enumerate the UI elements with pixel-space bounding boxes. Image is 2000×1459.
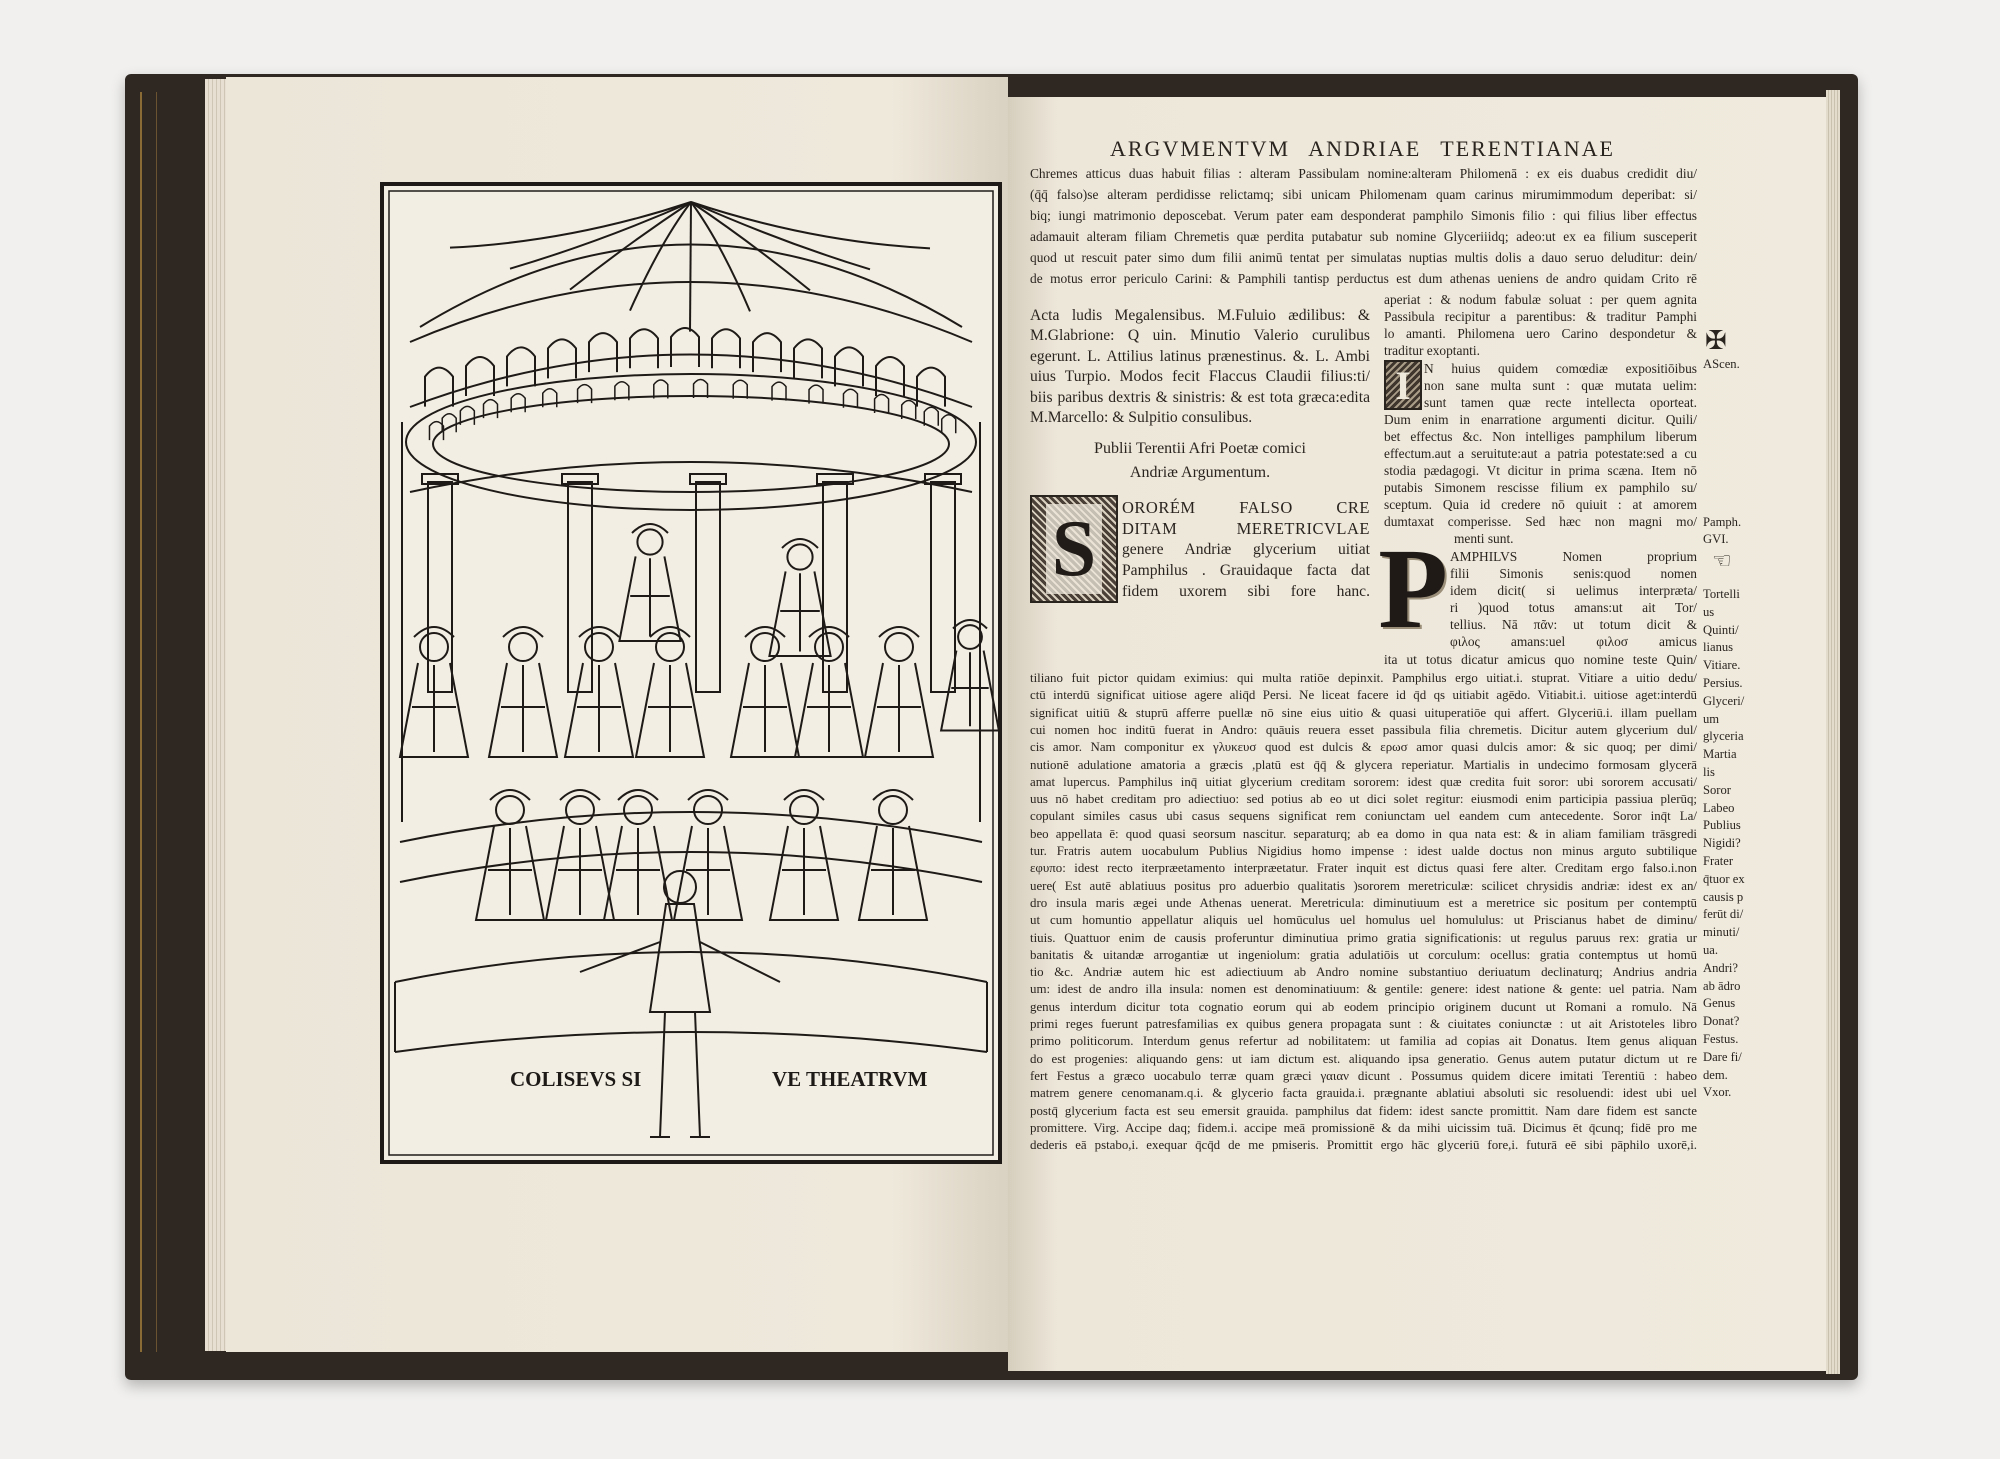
- text-line: Tortelli: [1703, 587, 1740, 601]
- text-line: uius Turpio. Modos fecit Flaccus Claudii filius:ti/: [1030, 368, 1370, 386]
- text-line: Soror: [1703, 782, 1731, 797]
- text-line: ua.: [1703, 943, 1719, 957]
- margin-note: Pamph.: [1703, 515, 1742, 529]
- text-line: traditur exoptanti.: [1384, 343, 1480, 358]
- text-line: lis: [1703, 765, 1715, 779]
- text-line: primi reges fuerunt patresfamilias ex quibus genera propagata sunt : & ciuitates coniunctæ : ut ait Aristoteles libro: [1030, 1017, 1697, 1031]
- text-line: Glyceri/: [1703, 693, 1745, 708]
- text-line: εφυπο: idest recto iterpræetamento interpræetatur. Frater inquit est dictus quasi fere alter. Creditam ergo falso.i.non: [1030, 861, 1697, 876]
- text-line: um: idest de andro illa insula: nomen est denominatiuum: & gentile: genere: idest natione & gente: uel patria. Nam: [1030, 982, 1697, 997]
- text-line: uus nō habet creditam pro adiectiuo: sed potius ab eo ut dici solet regitur: eiusmodi enim participia passiua plerūq;: [1030, 792, 1697, 807]
- text-line: tur. Fratris autem uocabulum Publius Nigidius homo impense : idest ualde doctus non minus arguto subtilique: [1030, 844, 1697, 858]
- text-line: cui nomen hoc inditū fuerat in Andro: quāuis reuera esset passibula filia chremetis. Dicitur autem glycerium dul/: [1030, 722, 1697, 737]
- text-line: primo politicorum. Interdum genus refertur ad nobilitatem: ut familia ad copias ait Donatus. Item genus aliquan: [1030, 1034, 1697, 1049]
- text-line: Frater: [1703, 854, 1734, 868]
- text-line: idem dicit( si uelimus interpræta/: [1450, 583, 1697, 598]
- text-line: DITAM MERETRICVLAE: [1122, 519, 1370, 538]
- margin-note-scene: AScen.: [1703, 357, 1740, 371]
- text-line: ab ādro: [1703, 978, 1741, 993]
- text-line: Martia: [1703, 747, 1737, 762]
- text-line: ita ut totus dicatur amicus quo nomine teste Quin/: [1384, 652, 1697, 667]
- text-line: postq̄ glycerium facta est seu emersit grauida. pamphilus dat fidem: idest sancte promittit. Nam dare fidem est sancte: [1030, 1103, 1697, 1118]
- text-line: (q̄q̄ falso)se alteram perdidisse relictamq; sibi unicam Philomenam quam carinus mirumimmodum deperibat: si/: [1030, 187, 1697, 202]
- text-line: do est progenies: aliquando gens: ut iam dictum est. aliquando ipsa generatio. Genus autem putatur dictum ut re: [1030, 1051, 1697, 1066]
- text-line: genus interdum dicitur tota cognatio eorum qui ab eodem principio originem ducunt ut Romani a romulo. Nā: [1030, 999, 1697, 1014]
- production-notice: [1030, 306, 1370, 431]
- dome-rib: [690, 202, 691, 332]
- text-line: dem.: [1703, 1067, 1728, 1082]
- pointing-hand-icon: ☜: [1712, 549, 1732, 574]
- text-line: beo appellata ē: quod quasi seorsum nascitur. separaturq; ab ea domo in qua nata est: & in aliam familiam trāsgredi: [1030, 826, 1697, 841]
- text-line: φιλος amans:uel φιλοσ amicus: [1450, 634, 1697, 649]
- text-line: biis paribus dextris & sinistris: & est tota græca:edita: [1030, 388, 1370, 406]
- maltese-cross-icon: ✠: [1705, 326, 1727, 355]
- initial-letter: S: [1046, 504, 1103, 594]
- text-line: Vitiare.: [1703, 658, 1741, 673]
- text-line: copulant similes casus ubi casus sequens significat rem coniunctam uel eandem cum antecedente. Soror inq̄t La/: [1030, 809, 1697, 824]
- text-line: Labeo: [1703, 800, 1735, 815]
- text-line: egerunt. L. Attilius latinus prænestinus. &. L. Ambi: [1030, 347, 1370, 365]
- text-line: dumtaxat comperisse. Sed hæc non magni mo/: [1384, 514, 1697, 529]
- cover-gilt-border: [140, 92, 157, 1352]
- text-line: Genus: [1703, 996, 1736, 1011]
- text-line: sceptum. Quia id credere nō quiuit : at amorem: [1384, 497, 1697, 512]
- text-line: Dum enim in enarratione argumenti dicitur. Quili/: [1384, 412, 1697, 427]
- text-line: putabis Simonem rescisse filium ex pamphilo su/: [1384, 480, 1697, 495]
- text-line: banitatis & uitandæ arrogantiæ ut ingeniolum: gratia adulatiōis ut corculum: ocellus: gratia contemptus ut homū: [1030, 947, 1697, 962]
- text-line: sunt tamen quæ recte intellecta oporteat.: [1424, 395, 1697, 410]
- text-line: significat uitiū & stuprū afferre puellæ nō sine eius uitio & quasi uituperatiōe qui affert. Glyceriū.i. illam puellam: [1030, 705, 1697, 720]
- verse-argument: [1122, 497, 1370, 607]
- commentary-p-opening: [1450, 548, 1697, 650]
- text-line: tio &c. Andriæ autem hic est adiectiuum ab Andro nomine substantiuo deriuatum declinaturq; Andrius andria: [1030, 965, 1697, 980]
- text-line: promittere. Virg. Accipe daq; fidem.i. accipe meā promissionē & da mihi uicissim tuā. Dicimus ēt q̄cunq; fidē pro me: [1030, 1120, 1697, 1135]
- text-line: lo amanti. Philomena uero Carino despondetur &: [1384, 326, 1697, 341]
- text-line: tellius. Nā πᾶν: ut totum dicit &: [1450, 617, 1697, 632]
- text-line: Persius.: [1703, 676, 1743, 690]
- woodcut-caption-right: VE THEATRVM: [772, 1067, 928, 1091]
- text-line: ri )quod totus amans:ut ait Tor/: [1450, 600, 1697, 615]
- text-line: genere Andriæ glycerium uitiat: [1122, 541, 1370, 558]
- heading-line-1: Publii Terentii Afri Poetæ comici: [1094, 440, 1306, 457]
- text-line: amat lupercus. Pamphilus inq̄ uitiat glycerium creditam sororem: idest quæ credita fuit soror: ubi sororem accusati/: [1030, 774, 1697, 789]
- text-line: Andri?: [1703, 960, 1738, 975]
- text-line: biq; iungi matrimonio deposcebat. Verum pater eam desponderat pamphilo Simonis filio : qui filius liber effectus: [1030, 208, 1697, 223]
- text-line: AMPHILVS Nomen proprium: [1450, 549, 1697, 564]
- text-line: Festus.: [1703, 1032, 1739, 1046]
- text-line: fert Festus a græco uocabulo terræ quam græci γαιαν dicunt . Possumus quidem dicere imitati Terentiū : habeo: [1030, 1068, 1697, 1083]
- text-line: cis amor. Nam componitur ex γλυκευσ quod est dulcis & ερωσ amor quasi dulcis amor: & sic quoq; per dimi/: [1030, 740, 1697, 755]
- heading-line-2: Andriæ Argumentum.: [1129, 464, 1271, 481]
- text-line: ctū interdū significat uitiose agere aliq̄d Persi. Ne liceat facere id q̄d qs uitiabit agēdo. Vitiabit.i. uitiose aget:interdū: [1030, 688, 1697, 703]
- text-line: Chremes atticus duas habuit filias : alteram Passibulam nomine:alteram Philomenā : ex eis duabus credidit diu/: [1030, 166, 1697, 181]
- commentary-i-opening: [1424, 360, 1697, 411]
- text-line: fidem uxorem sibi fore hanc.: [1122, 583, 1370, 600]
- margin-notes: [1703, 586, 1793, 1106]
- text-line: glyceria: [1703, 729, 1744, 744]
- commentary-block: [1030, 670, 1697, 1156]
- text-line: tiliano fuit pictor quidam eximius: qui multa ratiōe depinxit. Pamphilus ergo uitiat.i. stuprat. Vitiare a uitio dedu/: [1030, 671, 1697, 685]
- text-line: menti sunt.: [1454, 531, 1514, 546]
- text-line: q̄tuor ex: [1703, 871, 1745, 886]
- text-line: N huius quidem comœdiæ expositiōibus: [1424, 361, 1697, 376]
- text-line: uere( Est autē ablatiuus positus pro aduerbio qualitatis )sororem meretriculæ: scilicet chrysidis andriæ: idest ex an/: [1030, 878, 1697, 893]
- text-line: bet effectus &c. Non intelliges pamphilum liberum: [1384, 429, 1697, 444]
- text-line: Passibula recipitur a parentibus: & traditur Pamphi: [1384, 309, 1697, 324]
- text-line: tiuis. Quattuor enim de causis proferuntur diminutiua primo gratia significationis: ut regulus paruus rex: gratia ur: [1030, 930, 1697, 945]
- decorated-initial-p: P: [1378, 525, 1448, 652]
- text-line: Pamphilus . Grauidaque facta dat: [1122, 562, 1370, 579]
- text-line: lianus: [1703, 640, 1734, 655]
- argument-paragraph: [1030, 164, 1697, 289]
- text-line: nutionē adulatione amatoria a græcis ,platū est q̄q̄ & glycera reperiatur. Martialis in undecimo formosam glycerā: [1030, 757, 1697, 772]
- text-line: Donat?: [1703, 1014, 1740, 1029]
- text-line: Publius: [1703, 818, 1741, 833]
- text-line: dederis eā pstabo,i. exequar q̄cq̄d de me pmiseris. Promittit ergo hāc glyceriū fore,i. futurā eē sibi pāphilo uxorē,i.: [1030, 1138, 1697, 1153]
- text-line: aperiat : & nodum fabulæ soluat : per quem agnita: [1384, 292, 1697, 307]
- woodcut-caption-left: COLISEVS SI: [510, 1067, 642, 1091]
- page-edges-right: [1826, 90, 1840, 1374]
- text-line: um: [1703, 711, 1720, 726]
- text-line: matrem genere cenomanam.q.i. & glycerio facta grauida.i. prægnante ablatiui absoluti sic resoluendi: idest ubi uel: [1030, 1086, 1697, 1101]
- text-line: causis p: [1703, 889, 1744, 904]
- text-line: us: [1703, 604, 1715, 619]
- text-line: non sane multa sunt : quæ mutata uelim:: [1424, 378, 1697, 393]
- page-title: ARGVMENTVM ANDRIAE TERENTIANAE: [1110, 136, 1615, 161]
- text-line: adamauit alteram filiam Chremetis quæ perdita putabatur sub nomine Glyceriiidq; adeo:ut ex ea filium susceperit: [1030, 229, 1697, 244]
- woodcut-theatre-illustration: [380, 182, 1002, 1164]
- decorated-initial-i: I: [1384, 360, 1422, 410]
- text-line: Dare fi/: [1703, 1049, 1742, 1064]
- text-line: stodia pædagogi. Vt dicitur in prima scæna. Item nō: [1384, 463, 1697, 478]
- text-line: M.Marcello: & Sulpitio consulibus.: [1030, 409, 1253, 426]
- text-line: Quinti/: [1703, 622, 1739, 637]
- text-line: M.Glabrione: Q uin. Minutio Valerio curulibus: [1030, 327, 1370, 345]
- text-line: quod ut rescuit pater simo dum filii animū tentat per simulatas nuptias multis dolis a dauo seruo deluditur: dein/: [1030, 250, 1697, 265]
- text-line: ORORÉM FALSO CRE: [1122, 498, 1370, 517]
- argument-continuation: [1384, 291, 1697, 359]
- text-line: de motus error periculo Carini: & Pamphili tantisp perductus est dum athenas ueniens de andro quidam Crito rē: [1030, 271, 1697, 286]
- text-line: dro insula maris ægei unde Athenas uenerat. Meretricula: diminutiuum est a meretrice sic positum per contemptū: [1030, 895, 1697, 910]
- text-line: minuti/: [1703, 925, 1740, 940]
- text-line: effectum.aut a seruitute:aut a patria potestate:sed a cu: [1384, 446, 1697, 461]
- text-line: Nigidi?: [1703, 836, 1741, 851]
- text-line: ut cum homuntio appellatur aliquis uel homūculus uel homulus uel homululus: ut Priscianus habet de diminu/: [1030, 913, 1697, 928]
- commentary-p-body: [1384, 651, 1697, 668]
- text-line: Vxor.: [1703, 1085, 1732, 1100]
- text-line: filii Simonis senis:quod nomen: [1450, 566, 1697, 581]
- decorated-initial-s: [1030, 495, 1118, 603]
- text-line: Acta ludis Megalensibus. M.Fuluio ædilibus: &: [1030, 307, 1370, 324]
- text-line: ferūt di/: [1703, 907, 1744, 922]
- margin-note: GVI.: [1703, 532, 1729, 546]
